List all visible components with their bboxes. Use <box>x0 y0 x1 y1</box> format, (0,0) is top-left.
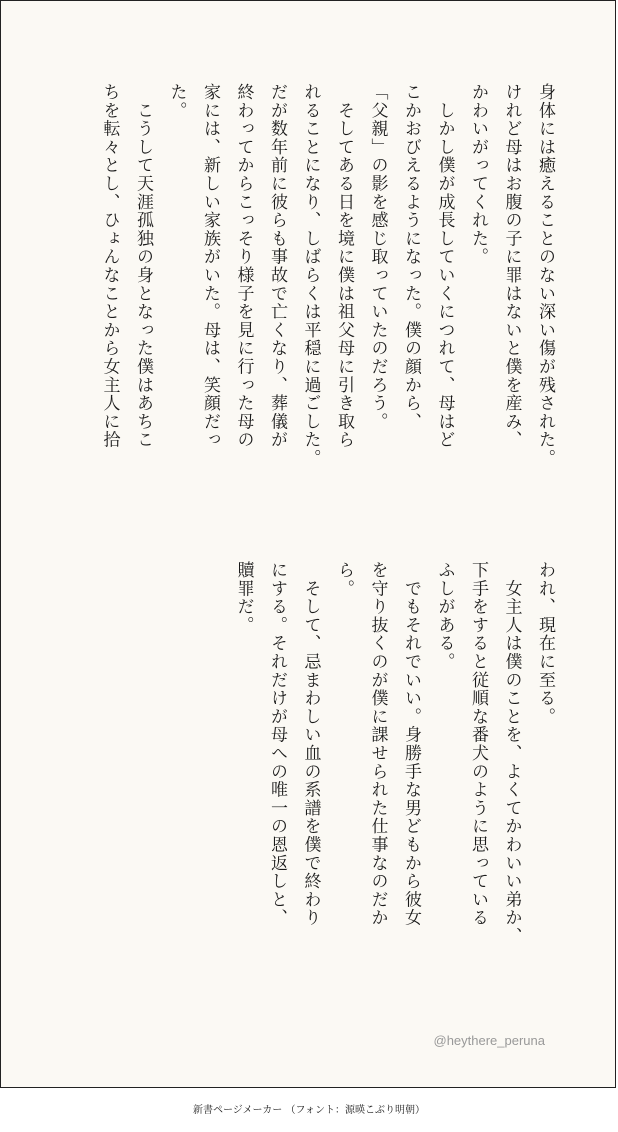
text-column: われ、現在に至る。 <box>535 561 555 726</box>
text-column: そしてある日を境に僕は祖父母に引き取ら <box>334 83 354 449</box>
text-column: けれど母はお腹の子に罪はないと僕を産み、 <box>501 83 522 449</box>
text-column: れることになり、しばらくは平穏に過ごした。 <box>300 83 321 468</box>
lower-text-block <box>226 561 561 1001</box>
text-column: しかし僕が成長していくにつれて、母はど <box>434 83 455 449</box>
upper-text-block <box>92 83 561 523</box>
text-column: 贖罪だ。 <box>233 561 254 635</box>
text-column: ちを転々とし、ひょんなことから女主人に拾 <box>99 83 120 449</box>
text-column: た。 <box>166 83 187 120</box>
text-column: こかおびえるようになった。僕の顔から、 <box>401 83 421 431</box>
text-column: 終わってからこっそり様子を見に行った母の <box>233 83 254 449</box>
text-column: 女主人は僕のことを、よくてかわいい弟か、 <box>501 561 522 946</box>
text-column: 身体には癒えることのない深い傷が残された。 <box>535 83 555 468</box>
text-column: こうして天涯孤独の身となった僕はあちこ <box>133 83 153 449</box>
text-column: ふしがある。 <box>434 561 455 671</box>
text-column: だが数年前に彼らも事故で亡くなり、葬儀が <box>267 83 287 449</box>
text-column: を守り抜くのが僕に課せられた仕事なのだか <box>367 561 388 927</box>
text-column: 「父親」の影を感じ取っていたのだろう。 <box>367 83 388 431</box>
text-column: そして、忌まわしい血の系譜を僕で終わり <box>300 561 321 927</box>
text-column: にする。それだけが母への唯一の恩返しと、 <box>267 561 287 927</box>
text-column: でもそれでいい。身勝手な男どもから彼女 <box>401 561 421 927</box>
text-column: ら。 <box>334 561 354 598</box>
text-column: 下手をすると従順な番犬のように思っている <box>468 561 488 927</box>
generator-caption: 新書ページメーカー （フォント：源暎こぶり明朝） <box>193 1105 425 1116</box>
text-column: かわいがってくれた。 <box>468 83 488 266</box>
author-credit: @heythere_peruna <box>433 1033 545 1048</box>
text-column: 家には、新しい家族がいた。母は、笑顔だっ <box>200 83 220 449</box>
